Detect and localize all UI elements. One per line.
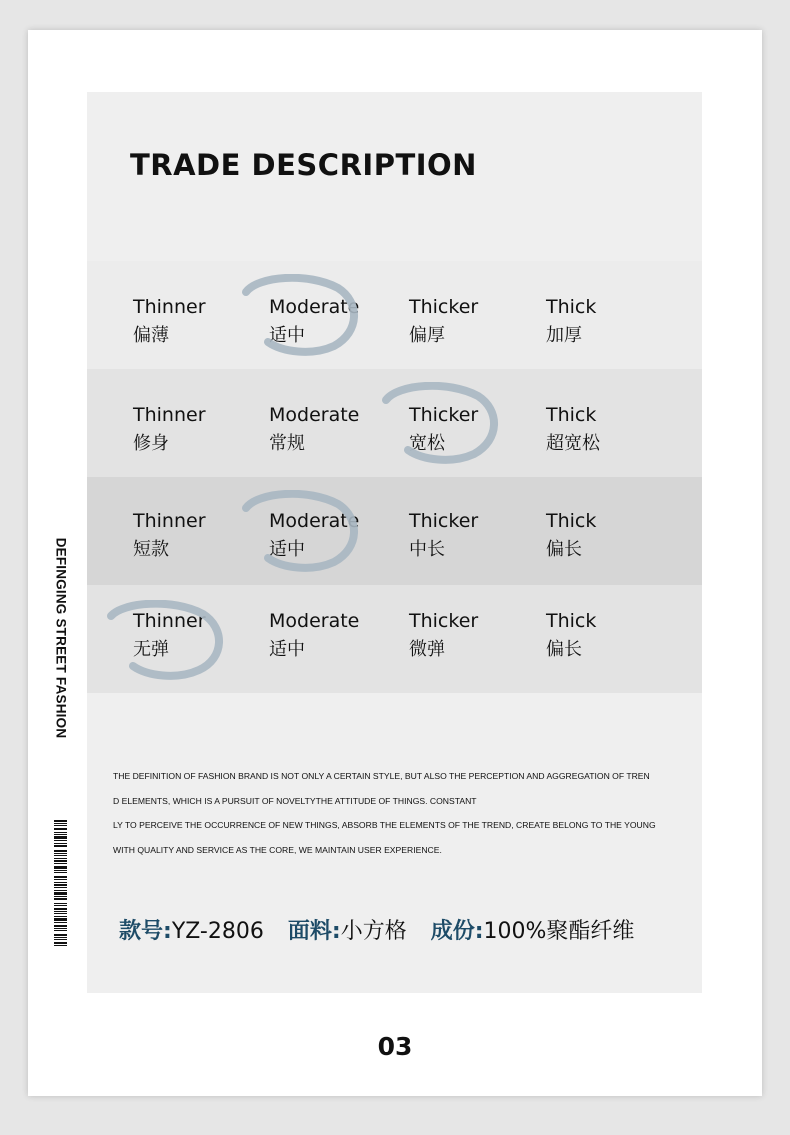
option-label-cn: 无弹	[133, 639, 169, 660]
option-label-cn: 适中	[269, 639, 305, 660]
description-line: WITH QUALITY AND SERVICE AS THE CORE, WE MAINTAIN USER EXPERIENCE.	[113, 844, 442, 855]
description-line: LY TO PERCEIVE THE OCCURRENCE OF NEW THINGS, ABSORB THE ELEMENTS OF THE TREND, CREATE BELONG TO THE YOUNG	[113, 820, 656, 830]
option-label-cn: 偏薄	[133, 325, 169, 346]
option-label-cn: 修身	[133, 433, 169, 454]
fabric-value: 小方格	[340, 919, 407, 944]
option-label-en: Moderate	[269, 510, 360, 532]
option-label-en: Thicker	[409, 510, 479, 532]
option-label-en: Moderate	[269, 610, 360, 632]
option-label-cn: 适中	[269, 325, 305, 346]
brand-description	[113, 766, 673, 864]
option-label-cn: 宽松	[409, 433, 445, 454]
option-label-cn: 常规	[269, 433, 305, 454]
style-number-value: YZ-2806	[171, 919, 264, 944]
product-info	[119, 914, 634, 945]
barcode-icon	[54, 820, 68, 950]
selection-circle-icon	[238, 490, 366, 574]
option-label-en: Thicker	[409, 296, 479, 318]
option-label-cn: 偏厚	[409, 325, 445, 346]
style-number-label: 款号:	[119, 919, 172, 944]
option-label-en: Thinner	[133, 296, 206, 318]
option-label-cn: 中长	[409, 539, 445, 560]
option-label-cn: 微弹	[409, 639, 445, 660]
page-title: TRADE DESCRIPTION	[130, 148, 477, 182]
description-line: THE DEFINITION OF FASHION BRAND IS NOT ONLY A CERTAIN STYLE, BUT ALSO THE PERCEPTION AND AGGREGATION OF TREN	[113, 771, 650, 781]
description-line: D ELEMENTS, WHICH IS A PURSUIT OF NOVELTYTHE ATTITUDE OF THINGS. CONSTANT	[113, 795, 477, 806]
page-number: 03	[377, 1032, 413, 1061]
option-label-en: Thick	[546, 610, 597, 632]
option-row-length	[87, 477, 702, 585]
composition-value: 100%聚酯纤维	[483, 919, 635, 944]
selection-circle-icon	[238, 274, 366, 358]
option-label-en: Thick	[546, 404, 597, 426]
option-label-cn: 偏长	[546, 639, 582, 660]
option-label-en: Moderate	[269, 404, 360, 426]
option-label-cn: 偏长	[546, 539, 582, 560]
option-label-en: Thicker	[409, 610, 479, 632]
option-label-en: Thinner	[133, 610, 206, 632]
option-label-cn: 超宽松	[546, 433, 600, 454]
option-label-en: Thinner	[133, 510, 206, 532]
selection-circle-icon	[103, 600, 231, 684]
option-label-en: Thick	[546, 510, 597, 532]
option-label-cn: 适中	[269, 539, 305, 560]
fabric-label: 面料:	[287, 919, 341, 944]
option-label-en: Thick	[546, 296, 597, 318]
selection-circle-icon	[378, 382, 506, 466]
side-slogan: DEFINGING STREET FASHION	[53, 537, 69, 739]
option-label-en: Moderate	[269, 296, 360, 318]
composition-label: 成份:	[430, 919, 484, 944]
option-label-en: Thinner	[133, 404, 206, 426]
option-row-thickness	[87, 261, 702, 369]
option-label-en: Thicker	[409, 404, 479, 426]
option-label-cn: 加厚	[546, 325, 582, 346]
option-label-cn: 短款	[133, 539, 169, 560]
